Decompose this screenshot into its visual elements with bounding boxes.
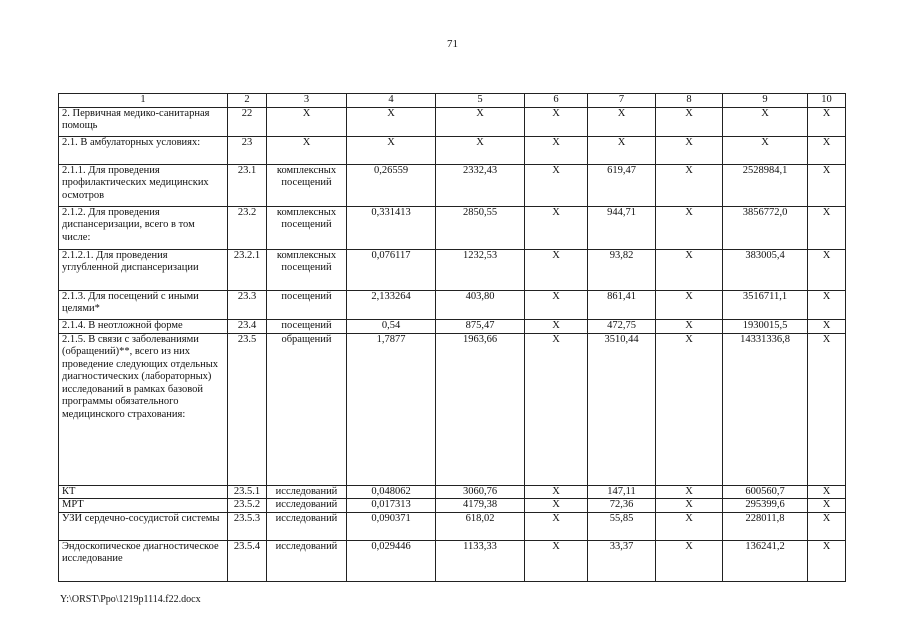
table-cell: 600560,7 [723,485,808,499]
table-cell: 944,71 [588,206,656,249]
table-cell: 23 [228,136,267,164]
table-cell: X [656,290,723,319]
table-cell: X [588,107,656,136]
table-cell: посещений [267,319,347,333]
row-label-cell: КТ [59,485,228,499]
table-row [59,333,846,485]
row-label-cell: Эндоскопическое диагностическое исследование [59,540,228,581]
table-cell: посещений [267,290,347,319]
table-cell: X [808,136,846,164]
table-header-row [59,94,846,108]
table-cell: X [525,512,588,540]
table-cell: X [525,319,588,333]
header-cell: 3 [267,94,347,108]
table-cell: X [347,136,436,164]
table-cell: X [525,136,588,164]
table-cell: 1963,66 [436,333,525,485]
table-cell: 1930015,5 [723,319,808,333]
table-cell: 23.5.1 [228,485,267,499]
table-cell: X [267,136,347,164]
table-cell: 2,133264 [347,290,436,319]
table-row [59,136,846,164]
table-cell: 4179,38 [436,499,525,513]
table-cell: 861,41 [588,290,656,319]
table-cell: 136241,2 [723,540,808,581]
table-cell: 23.1 [228,164,267,206]
table-cell: X [656,540,723,581]
table-cell: комплексных посещений [267,249,347,290]
table-cell: X [347,107,436,136]
table-row [59,164,846,206]
table-cell: X [588,136,656,164]
table-cell: 2850,55 [436,206,525,249]
table-cell: 23.4 [228,319,267,333]
table-cell: X [525,206,588,249]
header-cell: 4 [347,94,436,108]
row-label-cell: УЗИ сердечно-сосудистой системы [59,512,228,540]
table-cell: X [525,107,588,136]
table-cell: X [656,512,723,540]
table-cell: 14331336,8 [723,333,808,485]
table-cell: 618,02 [436,512,525,540]
table-cell: X [525,249,588,290]
table-cell: X [723,107,808,136]
table-cell: X [525,499,588,513]
table-cell: исследований [267,485,347,499]
header-cell: 1 [59,94,228,108]
table-cell: 23.2 [228,206,267,249]
table-cell: X [808,164,846,206]
row-label-cell: 2. Первичная медико-санитарная помощь [59,107,228,136]
table-cell: X [808,512,846,540]
table-cell: 472,75 [588,319,656,333]
table-cell: 2332,43 [436,164,525,206]
table-cell: 1133,33 [436,540,525,581]
table-row [59,249,846,290]
table-row [59,540,846,581]
table-cell: 3856772,0 [723,206,808,249]
table-cell: 55,85 [588,512,656,540]
table-cell: 2528984,1 [723,164,808,206]
table-cell: 23.3 [228,290,267,319]
table-cell: X [723,136,808,164]
table-cell: 0,331413 [347,206,436,249]
table-cell: 875,47 [436,319,525,333]
header-cell: 6 [525,94,588,108]
table-cell: X [808,540,846,581]
table-cell: X [525,164,588,206]
table-cell: X [656,249,723,290]
table-cell: 33,37 [588,540,656,581]
table-cell: 23.5.3 [228,512,267,540]
header-cell: 8 [656,94,723,108]
table-cell: 1232,53 [436,249,525,290]
table-cell: исследований [267,512,347,540]
table-cell: X [656,164,723,206]
table-cell: 72,36 [588,499,656,513]
table-cell: 3510,44 [588,333,656,485]
row-label-cell: МРТ [59,499,228,513]
table-row [59,512,846,540]
table-cell: обращений [267,333,347,485]
table-cell: 23.5.4 [228,540,267,581]
table-cell: X [808,107,846,136]
table-cell: X [808,290,846,319]
header-cell: 10 [808,94,846,108]
table-cell: исследований [267,499,347,513]
table-cell: X [808,206,846,249]
table-cell: X [525,485,588,499]
table-cell: 23.5 [228,333,267,485]
table-cell: X [808,249,846,290]
table-cell: X [656,499,723,513]
table-cell: X [656,485,723,499]
table-cell: 0,029446 [347,540,436,581]
table-cell: X [436,136,525,164]
table-row [59,107,846,136]
header-cell: 2 [228,94,267,108]
table-cell: 3060,76 [436,485,525,499]
table-cell: 93,82 [588,249,656,290]
header-cell: 5 [436,94,525,108]
table-cell: 0,017313 [347,499,436,513]
row-label-cell: 2.1.2.1. Для проведения углубленной диспансеризации [59,249,228,290]
page-number: 71 [447,38,458,50]
table-cell: 403,80 [436,290,525,319]
row-label-cell: 2.1.4. В неотложной форме [59,319,228,333]
table-row [59,290,846,319]
table-row [59,485,846,499]
table-cell: 0,048062 [347,485,436,499]
table-cell: исследований [267,540,347,581]
header-cell: 7 [588,94,656,108]
table-cell: 0,54 [347,319,436,333]
table-cell: X [808,499,846,513]
table-cell: X [808,319,846,333]
table-row [59,319,846,333]
table-cell: X [267,107,347,136]
table-cell: X [656,136,723,164]
table-cell: 0,090371 [347,512,436,540]
row-label-cell: 2.1.5. В связи с заболеваниями (обращений)**, всего из них проведение следующих отдельных диагностических (лабораторных) исследований в рамках базовой программы обязательного медицинского страхования: [59,333,228,485]
table-row [59,206,846,249]
table-cell: X [808,485,846,499]
data-table [58,93,846,582]
table-row [59,499,846,513]
table-cell: X [525,333,588,485]
table-cell: 22 [228,107,267,136]
row-label-cell: 2.1.2. Для проведения диспансеризации, всего в том числе: [59,206,228,249]
table-cell: комплексных посещений [267,206,347,249]
file-path-footer: Y:\ORST\Ppo\1219p1114.f22.docx [60,594,201,605]
table-cell: 295399,6 [723,499,808,513]
table-cell: 147,11 [588,485,656,499]
table-cell: 3516711,1 [723,290,808,319]
table-cell: 1,7877 [347,333,436,485]
table-cell: 228011,8 [723,512,808,540]
table-cell: X [436,107,525,136]
table-cell: X [656,107,723,136]
row-label-cell: 2.1.1. Для проведения профилактических медицинских осмотров [59,164,228,206]
table-cell: 619,47 [588,164,656,206]
table-cell: X [656,206,723,249]
table-cell: 23.5.2 [228,499,267,513]
table-cell: 383005,4 [723,249,808,290]
table-cell: 0,26559 [347,164,436,206]
table-cell: комплексных посещений [267,164,347,206]
table-cell: X [808,333,846,485]
table-cell: X [525,290,588,319]
table-cell: 23.2.1 [228,249,267,290]
row-label-cell: 2.1. В амбулаторных условиях: [59,136,228,164]
header-cell: 9 [723,94,808,108]
row-label-cell: 2.1.3. Для посещений с иными целями* [59,290,228,319]
table-cell: X [656,319,723,333]
table-cell: X [525,540,588,581]
table-cell: 0,076117 [347,249,436,290]
table-cell: X [656,333,723,485]
